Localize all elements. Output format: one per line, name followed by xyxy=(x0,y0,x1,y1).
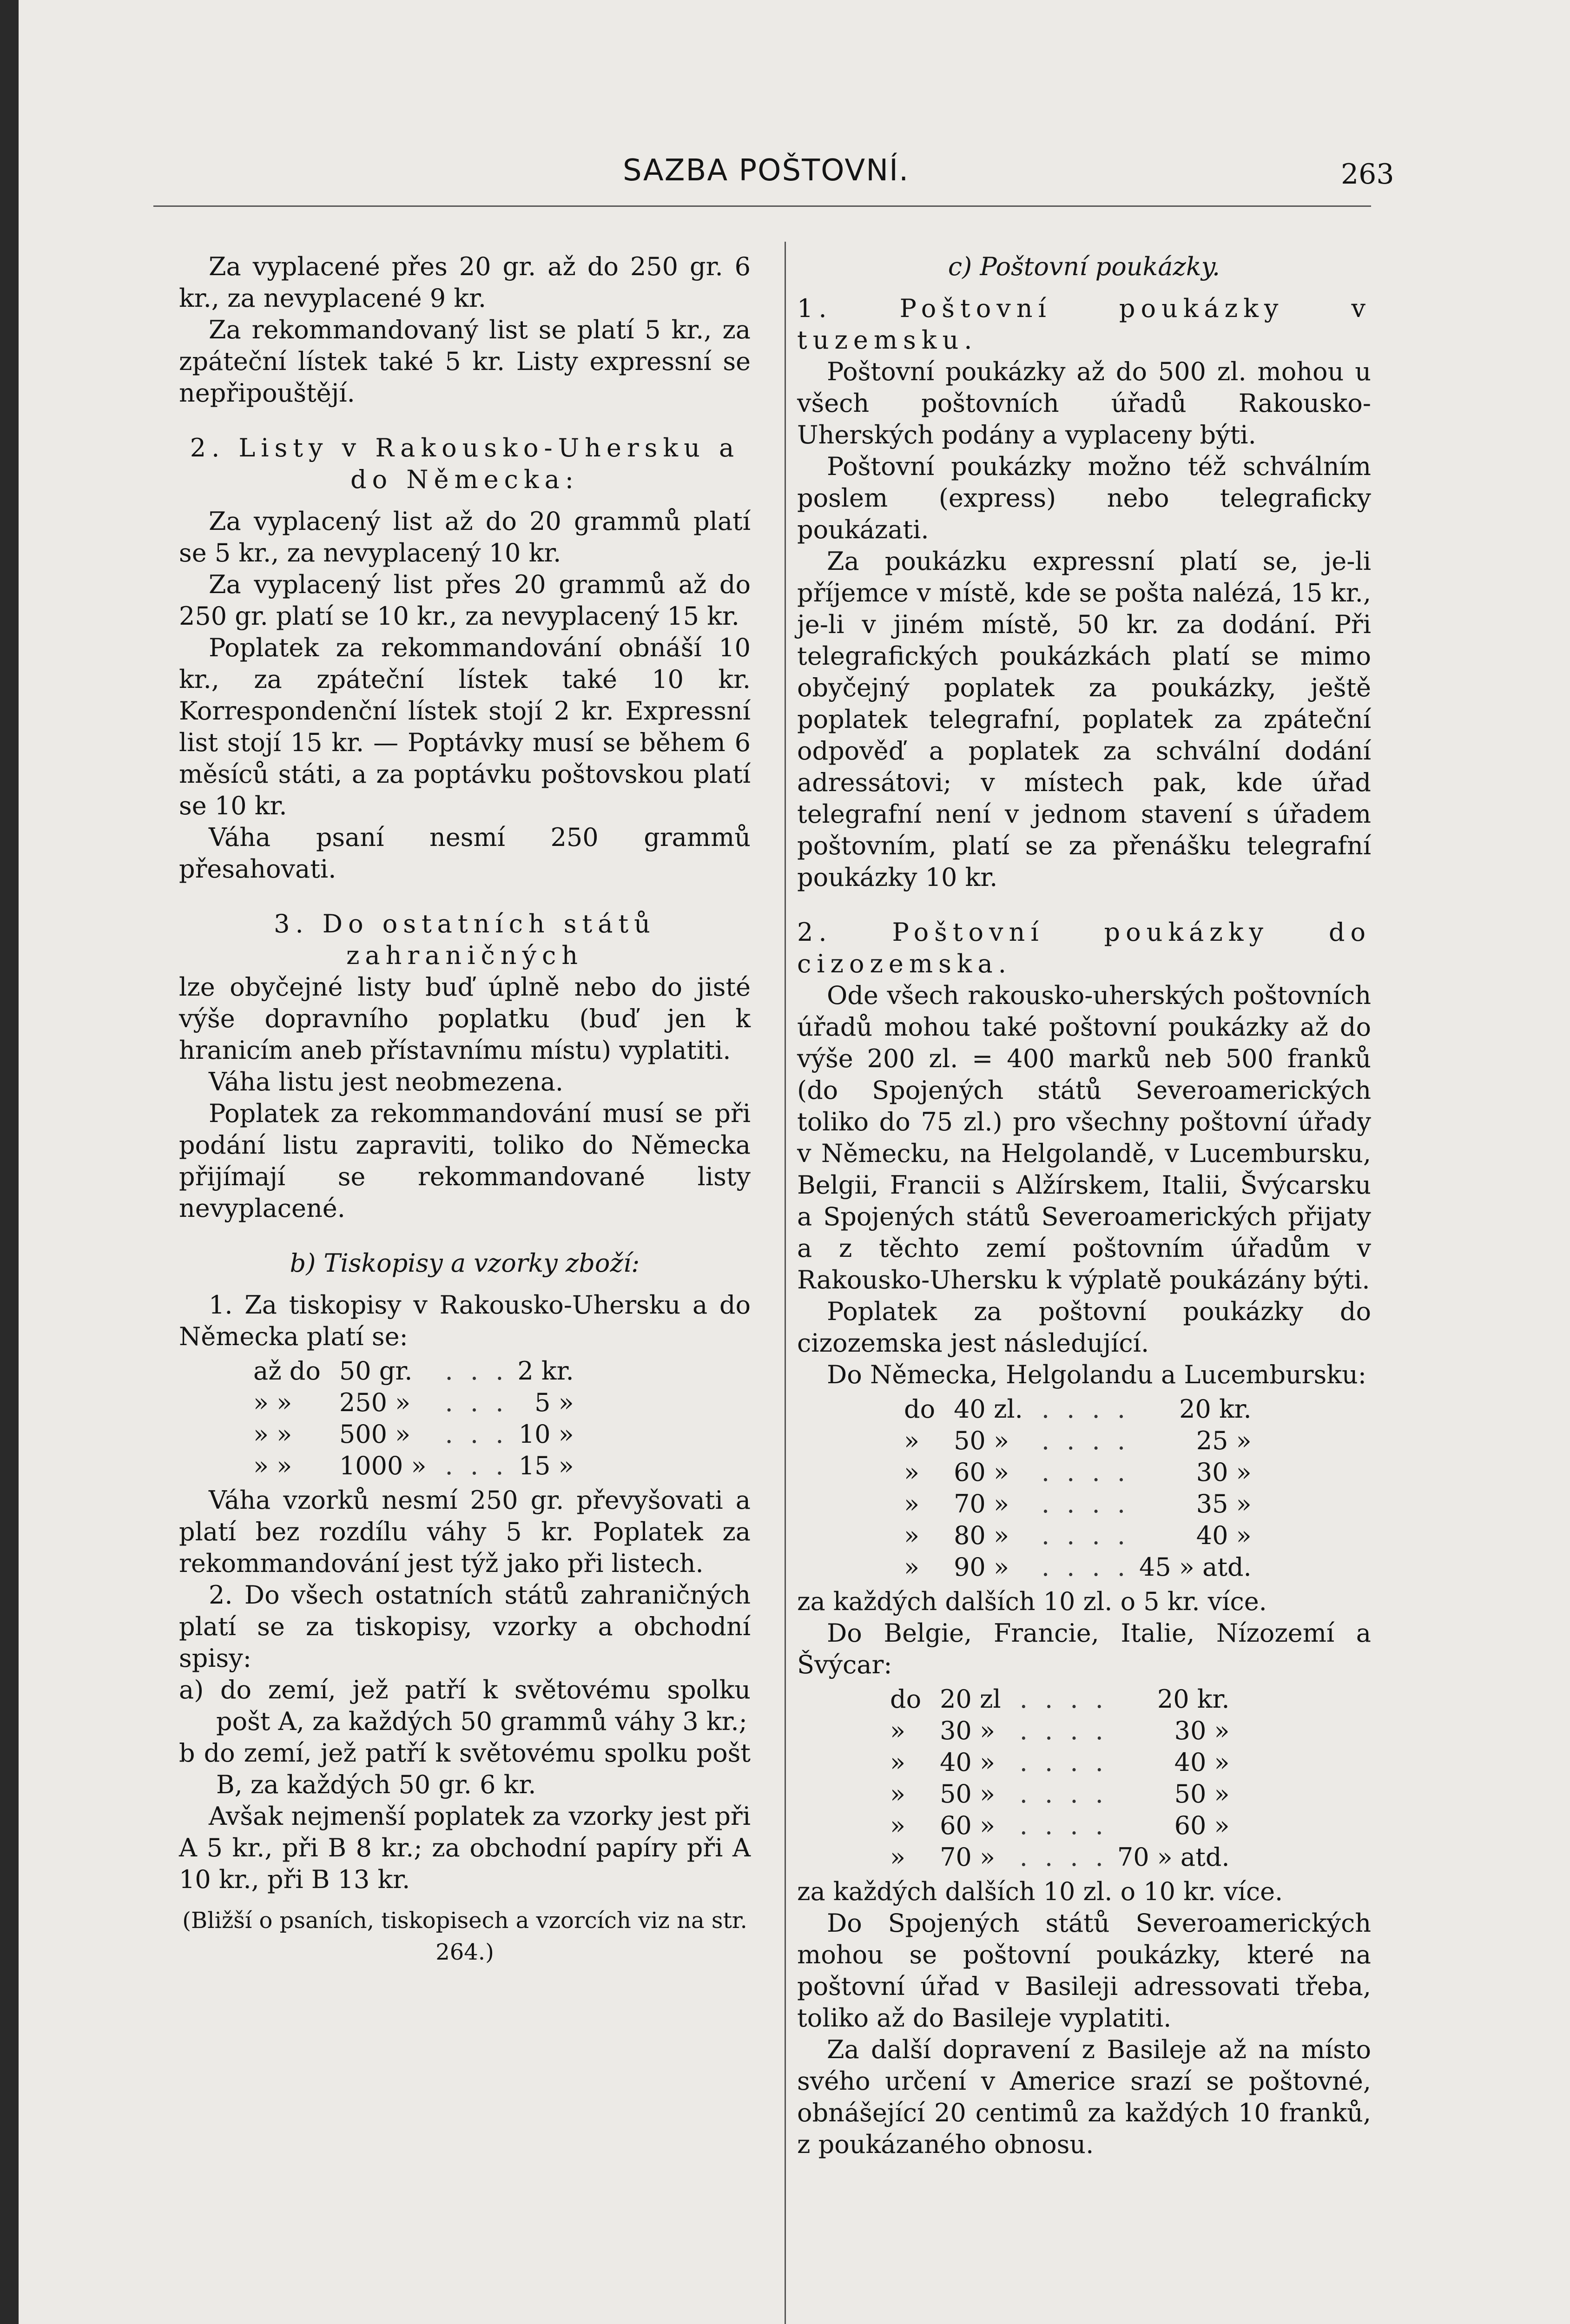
fee-table-germany xyxy=(904,1393,1252,1583)
right-column xyxy=(797,251,1371,2160)
table-row: do 20 zl . . . . 20 kr. xyxy=(890,1684,1230,1714)
paragraph: Ode všech rakousko-uherských poštovních úřadů mohou také poštovní poukázky až do výše 200 zl. = 400 marků neb 500 franků (do Spojených států Severoamerických toliko do 75 zl.) pro všechny poštovní úřady v Německu, na Helgolandě, v Lucembursku, Belgii, Francii s Alžírskem, Italii, Švýcarsku a Spojených států Severoamerických přijaty a z těchto zemí poštovním úřadům v Rakousko-Uhersku k výplatě poukázány býti. xyxy=(797,981,1371,1294)
section-heading: 2. Listy v Rakousko-Uhersku a do Německa: xyxy=(190,433,740,494)
running-title: SAZBA POŠTOVNÍ. xyxy=(623,153,910,188)
table-row: » 60 » . . . . 30 » xyxy=(904,1458,1252,1487)
paragraph: Za vyplacený list přes 20 grammů až do 250 gr. platí se 10 kr., za nevyplacený 15 kr. xyxy=(179,570,751,631)
paragraph: Za vyplacený list až do 20 grammů platí se 5 kr., za nevyplacený 10 kr. xyxy=(179,507,751,568)
footnote: (Bližší o psaních, tiskopisech a vzorcích viz na str. 264.) xyxy=(182,1908,747,1965)
page-binding-edge xyxy=(0,0,19,2324)
table-row: » 70 » . . . . 35 » xyxy=(904,1489,1252,1519)
paragraph: Poplatek za rekommandování obnáší 10 kr., za zpáteční lístek také 10 kr. Korrespondenční lístek stojí 2 kr. Expressní list stojí 15 kr. — Poptávky musí se během 6 měsíců státi, a za poptávku poštovskou platí se 10 kr. xyxy=(179,633,751,820)
paragraph: 1. Za tiskopisy v Rakousko-Uhersku a do Německa platí se: xyxy=(179,1290,751,1351)
table-row: » 70 » . . . . 70 » atd. xyxy=(890,1842,1230,1872)
table-row: » 90 » . . . . 45 » atd. xyxy=(904,1552,1252,1582)
rate-table xyxy=(253,1355,574,1482)
table-row: » 60 » . . . . 60 » xyxy=(890,1811,1230,1840)
table-row: » » 250 » . . . 5 » xyxy=(253,1388,574,1417)
list-item: a) do zemí, jež patří k světovému spolku pošt A, za každých 50 grammů váhy 3 kr.; xyxy=(179,1675,751,1736)
subsection-heading: b) Tiskopisy a vzorky zboží: xyxy=(290,1248,640,1278)
paragraph: 2. Do všech ostatních států zahraničných platí se za tiskopisy, vzorky a obchodní spisy: xyxy=(179,1580,751,1673)
paragraph: Za další dopravení z Basileje až na místo svého určení v Americe srazí se poštovné, obnášející 20 centimů za každých 10 franků, z poukázaného obnosu. xyxy=(797,2035,1371,2159)
paragraph: lze obyčejné listy buď úplně nebo do jisté výše dopravního poplatku (buď jen k hranicím aneb přístavnímu místu) vyplatiti. xyxy=(179,972,751,1065)
paragraph: Do Belgie, Francie, Italie, Nízozemí a Švýcar: xyxy=(797,1618,1371,1679)
left-column xyxy=(179,251,751,1968)
table-row: až do 50 gr. . . . 2 kr. xyxy=(253,1356,574,1386)
page-number: 263 xyxy=(1341,158,1394,191)
section-heading: 2. Poštovní poukázky do cizozemska. xyxy=(797,918,1371,978)
table-row: » 50 » . . . . 25 » xyxy=(904,1426,1252,1455)
table-row: » 30 » . . . . 30 » xyxy=(890,1716,1230,1745)
table-row: do 40 zl. . . . . 20 kr. xyxy=(904,1394,1252,1424)
table-row: » 80 » . . . . 40 » xyxy=(904,1521,1252,1550)
table-row: » 50 » . . . . 50 » xyxy=(890,1779,1230,1809)
subsection-heading: c) Poštovní poukázky. xyxy=(948,252,1220,281)
column-divider xyxy=(785,242,786,2324)
paragraph: Poštovní poukázky možno též schválním poslem (express) nebo telegraficky poukázati. xyxy=(797,452,1371,544)
paragraph: Za vyplacené přes 20 gr. až do 250 gr. 6 kr., za nevyplacené 9 kr. xyxy=(179,252,751,313)
section-heading: 1. Poštovní poukázky v tuzemsku. xyxy=(797,294,1371,355)
table-row: » 40 » . . . . 40 » xyxy=(890,1748,1230,1777)
paragraph: Poplatek za poštovní poukázky do cizozemska jest následující. xyxy=(797,1297,1371,1358)
paragraph: Za rekommandovaný list se platí 5 kr., za zpáteční lístek také 5 kr. Listy expressní se nepřipouštějí. xyxy=(179,315,751,408)
paragraph: za každých dalších 10 zl. o 10 kr. více. xyxy=(797,1877,1283,1906)
paragraph: Váha listu jest neobmezena. xyxy=(209,1067,564,1096)
fee-table-western-europe xyxy=(890,1684,1230,1873)
list-item: b do zemí, jež patří k světovému spolku pošt B, za každých 50 gr. 6 kr. xyxy=(179,1738,751,1799)
paragraph: Do Spojených států Severoamerických mohou se poštovní poukázky, které na poštovní úřad v Basileji adressovati třeba, toliko až do Basileje vyplatiti. xyxy=(797,1908,1371,2033)
section-heading: 3. Do ostatních států zahraničných xyxy=(274,909,656,970)
paragraph: za každých dalších 10 zl. o 5 kr. více. xyxy=(797,1587,1267,1616)
table-row: » » 1000 » . . . 15 » xyxy=(253,1451,574,1480)
paragraph: Do Německa, Helgolandu a Lucembursku: xyxy=(827,1360,1366,1389)
table-row: » » 500 » . . . 10 » xyxy=(253,1419,574,1449)
paragraph: Poštovní poukázky až do 500 zl. mohou u všech poštovních úřadů Rakousko-Uherských podány a vyplaceny býti. xyxy=(797,357,1371,449)
paragraph: Za poukázku expressní platí se, je-li příjemce v místě, kde se pošta nalézá, 15 kr., je-li v jiném místě, 50 kr. za dodání. Při telegrafických poukázkách platí se mimo obyčejný poplatek za poukázky, ještě poplatek telegrafní, poplatek za zpáteční odpověď a poplatek za schvální dodání adressátovi; v místech pak, kde úřad telegrafní není v jednom stavení s úřadem poštovním, platí se za přenášku telegrafní poukázky 10 kr. xyxy=(797,547,1371,892)
paragraph: Avšak nejmenší poplatek za vzorky jest při A 5 kr., při B 8 kr.; za obchodní papíry při A 10 kr., při B 13 kr. xyxy=(179,1802,751,1894)
page-header xyxy=(0,153,1570,200)
paragraph: Váha psaní nesmí 250 grammů přesahovati. xyxy=(179,823,751,884)
header-rule xyxy=(153,205,1371,207)
paragraph: Váha vzorků nesmí 250 gr. převyšovati a platí bez rozdílu váhy 5 kr. Poplatek za rekommandování jest týž jako při listech. xyxy=(179,1486,751,1578)
paragraph: Poplatek za rekommandování musí se při podání listu zapraviti, toliko do Německa přijímají se rekommandované listy nevyplacené. xyxy=(179,1099,751,1223)
